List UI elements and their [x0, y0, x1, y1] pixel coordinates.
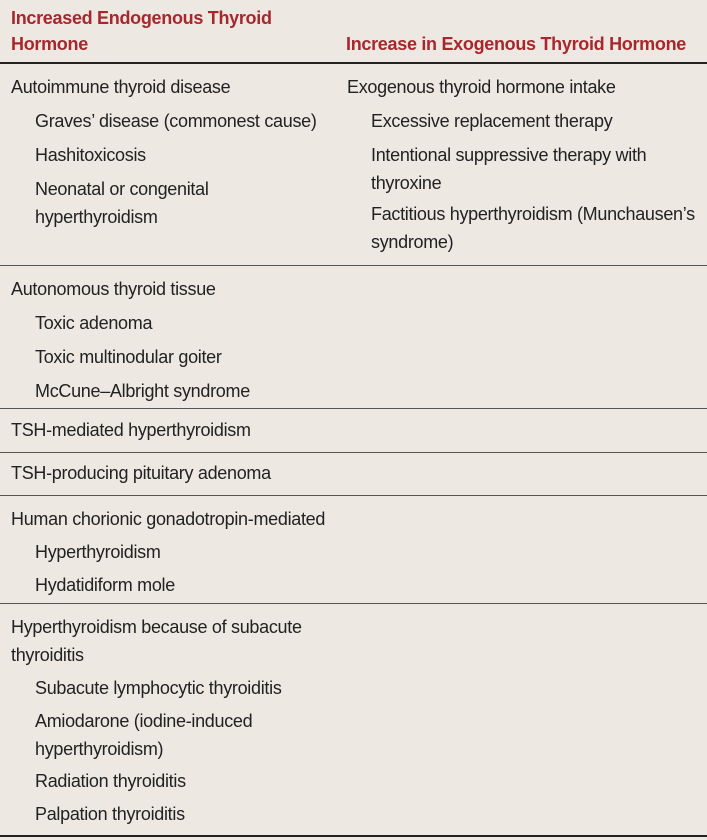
row-left-cell — [11, 459, 336, 488]
row-right-cell — [347, 73, 702, 256]
row-left-cell — [11, 416, 336, 445]
row-subitem: Neonatal or congenital hyperthyroidism — [35, 179, 209, 227]
row-subitem: Subacute lymphocytic thyroiditis — [35, 678, 282, 698]
table-row-tsh-producing — [0, 453, 707, 496]
row-subitem: Hydatidiform mole — [35, 575, 175, 595]
row-subitem: Intentional suppressive therapy with thyroxine — [371, 145, 647, 193]
table-row-autonomous — [0, 266, 707, 409]
row-subitem: Toxic multinodular goiter — [35, 347, 222, 367]
row-heading: TSH-mediated hyperthyroidism — [11, 420, 251, 440]
row-subitem: Hashitoxicosis — [35, 145, 146, 165]
row-heading: Hyperthyroidism because of subacute thyroiditis — [11, 617, 302, 665]
row-subitem: Hyperthyroidism — [35, 542, 161, 562]
row-subitem: McCune–Albright syndrome — [35, 381, 250, 401]
row-left-cell — [11, 73, 336, 231]
table-row-thyroiditis — [0, 604, 707, 837]
row-left-cell — [11, 275, 336, 406]
row-subitem: Excessive replacement therapy — [371, 111, 613, 131]
row-subitem: Radiation thyroiditis — [35, 771, 186, 791]
row-heading: Human chorionic gonadotropin-mediated — [11, 509, 326, 529]
table-row-hcg — [0, 496, 707, 604]
header-exogenous: Increase in Exogenous Thyroid Hormone — [346, 34, 686, 54]
row-subitem: Amiodarone (iodine-induced hyperthyroidism) — [35, 711, 253, 759]
row-subitem: Graves’ disease (commonest cause) — [35, 111, 317, 131]
header-endogenous: Increased Endogenous Thyroid Hormone — [11, 8, 272, 54]
row-heading: TSH-producing pituitary adenoma — [11, 463, 271, 483]
row-subitem: Toxic adenoma — [35, 313, 153, 333]
row-subitem: Palpation thyroiditis — [35, 804, 185, 824]
row-heading: Autoimmune thyroid disease — [11, 77, 231, 97]
row-subitem: Factitious hyperthyroidism (Munchausen’s syndrome) — [371, 204, 695, 252]
table-header — [0, 0, 707, 64]
table-row-tsh-mediated — [0, 409, 707, 453]
row-left-cell — [11, 613, 336, 829]
row-heading: Exogenous thyroid hormone intake — [347, 77, 616, 97]
row-heading: Autonomous thyroid tissue — [11, 279, 216, 299]
row-left-cell — [11, 505, 336, 600]
table-row-autoimmune — [0, 64, 707, 266]
